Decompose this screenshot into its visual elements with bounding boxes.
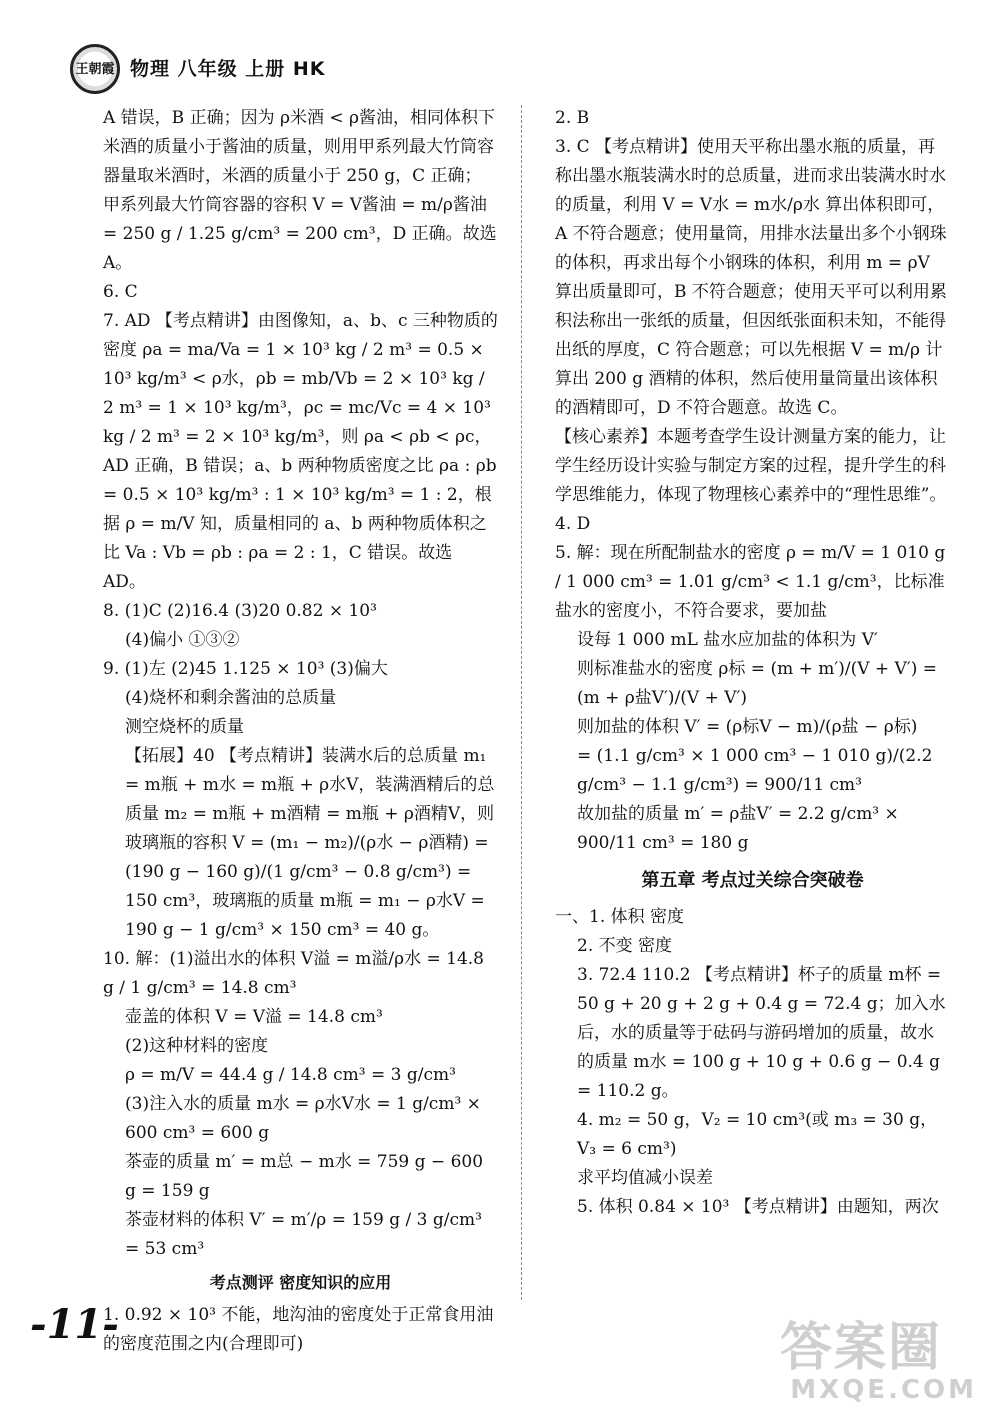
logo-text: 王朝霞 xyxy=(75,61,115,77)
eval-answer-5-salt-mass: 故加盐的质量 m′ = ρ盐V′ = 2.2 g/cm³ × 900/11 cm³ = 180 g xyxy=(577,804,899,853)
eval-answer-5: 5. 解：现在所配制盐水的密度 ρ = m/V = 1 010 g / 1 000 cm³ = 1.01 g/cm³ < 1.1 g/cm³，比标准盐水的密度小，不符合要求，要加盐 xyxy=(555,543,946,621)
eval-answer-5-salt-volume: 则加盐的体积 V′ = (ρ标V − m)/(ρ盐 − ρ标) xyxy=(577,717,918,737)
eval-answer-4: 4. D xyxy=(555,514,591,534)
chapter-title: 第五章 考点过关综合突破卷 xyxy=(641,870,864,891)
chapter-answer-4-note: 求平均值减小误差 xyxy=(577,1168,713,1188)
answer-10-teapot-mass: 茶壶的质量 m′ = m总 − m水 = 759 g − 600 g = 159 g xyxy=(125,1152,484,1201)
answer-8-part4: (4)偏小 ①③② xyxy=(125,630,240,650)
chapter-answer-4: 4. m₂ = 50 g，V₂ = 10 cm³(或 m₃ = 30 g，V₃ = 6 cm³) xyxy=(577,1110,938,1159)
eval-answer-2: 2. B xyxy=(555,108,590,128)
answer-9-step: 测空烧杯的质量 xyxy=(125,717,244,737)
page-number: -11- xyxy=(30,1301,119,1348)
answer-10-lid-volume: 壶盖的体积 V = V溢 = 14.8 cm³ xyxy=(125,1007,383,1027)
section-subtitle: 考点测评 密度知识的应用 xyxy=(209,1273,392,1292)
watermark-url: MXQE.COM xyxy=(790,1375,977,1405)
right-column xyxy=(555,104,950,1222)
answer-9: 9. (1)左 (2)45 1.125 × 10³ (3)偏大 xyxy=(103,659,388,679)
chapter-answer-2: 2. 不变 密度 xyxy=(577,936,673,956)
answer-9-extension: 【拓展】40 【考点精讲】装满水后的总质量 m₁ = m瓶 + m水 = m瓶 + ρ水V，装满酒精后的总质量 m₂ = m瓶 + m酒精 = m瓶 + ρ酒精V，则玻璃瓶的容积 V = (m₁ − m₂)/(ρ水 − ρ酒精) = (190 g − 160 g)/(1 g/cm³ − 0.8 g/cm³) = 150 cm³，玻璃瓶的质量 m瓶 = m₁ − ρ水V = 190 g − 1 g/cm³ × 150 cm³ = 40 g。 xyxy=(125,746,495,940)
column-divider xyxy=(521,105,522,1300)
answer-8: 8. (1)C (2)16.4 (3)20 0.82 × 10³ xyxy=(103,601,377,621)
left-column xyxy=(103,104,498,1359)
chapter-answer-3: 3. 72.4 110.2 【考点精讲】杯子的质量 m杯 = 50 g + 20 g + 2 g + 0.4 g = 72.4 g；加入水后，水的质量等于砝码与游码增加的质量，故水的质量 m水 = 100 g + 10 g + 0.6 g − 0.4 g = 110.2 g。 xyxy=(577,965,946,1101)
watermark xyxy=(780,1320,985,1405)
answer-10-teapot-volume: 茶壶材料的体积 V′ = m′/ρ = 159 g / 3 g/cm³ = 53 cm³ xyxy=(125,1210,482,1259)
eval-answer-3: 3. C 【考点精讲】使用天平称出墨水瓶的质量，再称出墨水瓶装满水时的总质量，进而求出装满水时水的质量，利用 V = V水 = m水/ρ水 算出体积即可，A 不符合题意；使用量筒，用排水法量出多个小钢珠的体积，再求出每个小钢珠的体积，利用 m = ρV 算出质量即可，B 不符合题意；使用天平可以利用累积法称出一张纸的质量，但因纸张面积未知，不能得出纸的厚度，C 符合题意；可以先根据 V = m/ρ 计算出 200 g 酒精的体积，然后使用量筒量出该体积的酒精即可，D 不符合题意。故选 C。 xyxy=(555,137,947,418)
watermark-logo: 答案圈 xyxy=(780,1318,943,1378)
eval-answer-1: 1. 0.92 × 10³ 不能，地沟油的密度处于正常食用油的密度范围之内(合理即可) xyxy=(103,1305,494,1354)
eval-answer-5-assume: 设每 1 000 mL 盐水应加盐的体积为 V′ xyxy=(577,630,878,650)
answer-10: 10. 解：(1)溢出水的体积 V溢 = m溢/ρ水 = 14.8 g / 1 g/cm³ = 14.8 cm³ xyxy=(103,949,484,998)
chapter-answer-5: 5. 体积 0.84 × 10³ 【考点精讲】由题知，两次 xyxy=(577,1197,939,1217)
chapter-answer-1: 一、1. 体积 密度 xyxy=(555,907,685,927)
eval-answer-5-standard-density: 则标准盐水的密度 ρ标 = (m + m′)/(V + V′) = (m + ρ盐V′)/(V + V′) xyxy=(577,659,937,708)
answer-10-part2: (2)这种材料的密度 xyxy=(125,1036,269,1056)
publisher-logo xyxy=(70,44,120,94)
page-header xyxy=(70,44,325,94)
answer-7: 7. AD 【考点精讲】由图像知，a、b、c 三种物质的密度 ρa = ma/Va = 1 × 10³ kg / 2 m³ = 0.5 × 10³ kg/m³ < ρ水，ρb = mb/Vb = 2 × 10³ kg / 2 m³ = 1 × 10³ kg/m³，ρc = mc/Vc = 4 × 10³ kg / 2 m³ = 2 × 10³ kg/m³，则 ρa < ρb < ρc，AD 正确，B 错误；a、b 两种物质密度之比 ρa : ρb = 0.5 × 10³ kg/m³ : 1 × 10³ kg/m³ = 1 : 2，根据 ρ = m/V 知，质量相同的 a、b 两种物质体积之比 Va : Vb = ρb : ρa = 2 : 1，C 错误。故选 AD。 xyxy=(103,311,498,592)
answer-9-part4: (4)烧杯和剩余酱油的总质量 xyxy=(125,688,337,708)
book-title: 物理 八年级 上册 HK xyxy=(130,57,326,80)
answer-6: 6. C xyxy=(103,282,138,302)
answer-10-part3: (3)注入水的质量 m水 = ρ水V水 = 1 g/cm³ × 600 cm³ = 600 g xyxy=(125,1094,481,1143)
answer-10-density: ρ = m/V = 44.4 g / 14.8 cm³ = 3 g/cm³ xyxy=(125,1065,456,1085)
core-literacy-note: 【核心素养】本题考查学生设计测量方案的能力，让学生经历设计实验与制定方案的过程，提升学生的科学思维能力，体现了物理核心素养中的“理性思维”。 xyxy=(555,427,947,505)
paragraph-continuation: A 错误，B 正确；因为 ρ米酒 < ρ酱油，相同体积下米酒的质量小于酱油的质量，则用甲系列最大竹筒容器量取米酒时，米酒的质量小于 250 g，C 正确；甲系列最大竹筒容器的容积 V = V酱油 = m/ρ酱油 = 250 g / 1.25 g/cm³ = 200 cm³，D 正确。故选 A。 xyxy=(103,108,497,273)
eval-answer-5-calc: = (1.1 g/cm³ × 1 000 cm³ − 1 010 g)/(2.2 g/cm³ − 1.1 g/cm³) = 900/11 cm³ xyxy=(577,746,933,795)
